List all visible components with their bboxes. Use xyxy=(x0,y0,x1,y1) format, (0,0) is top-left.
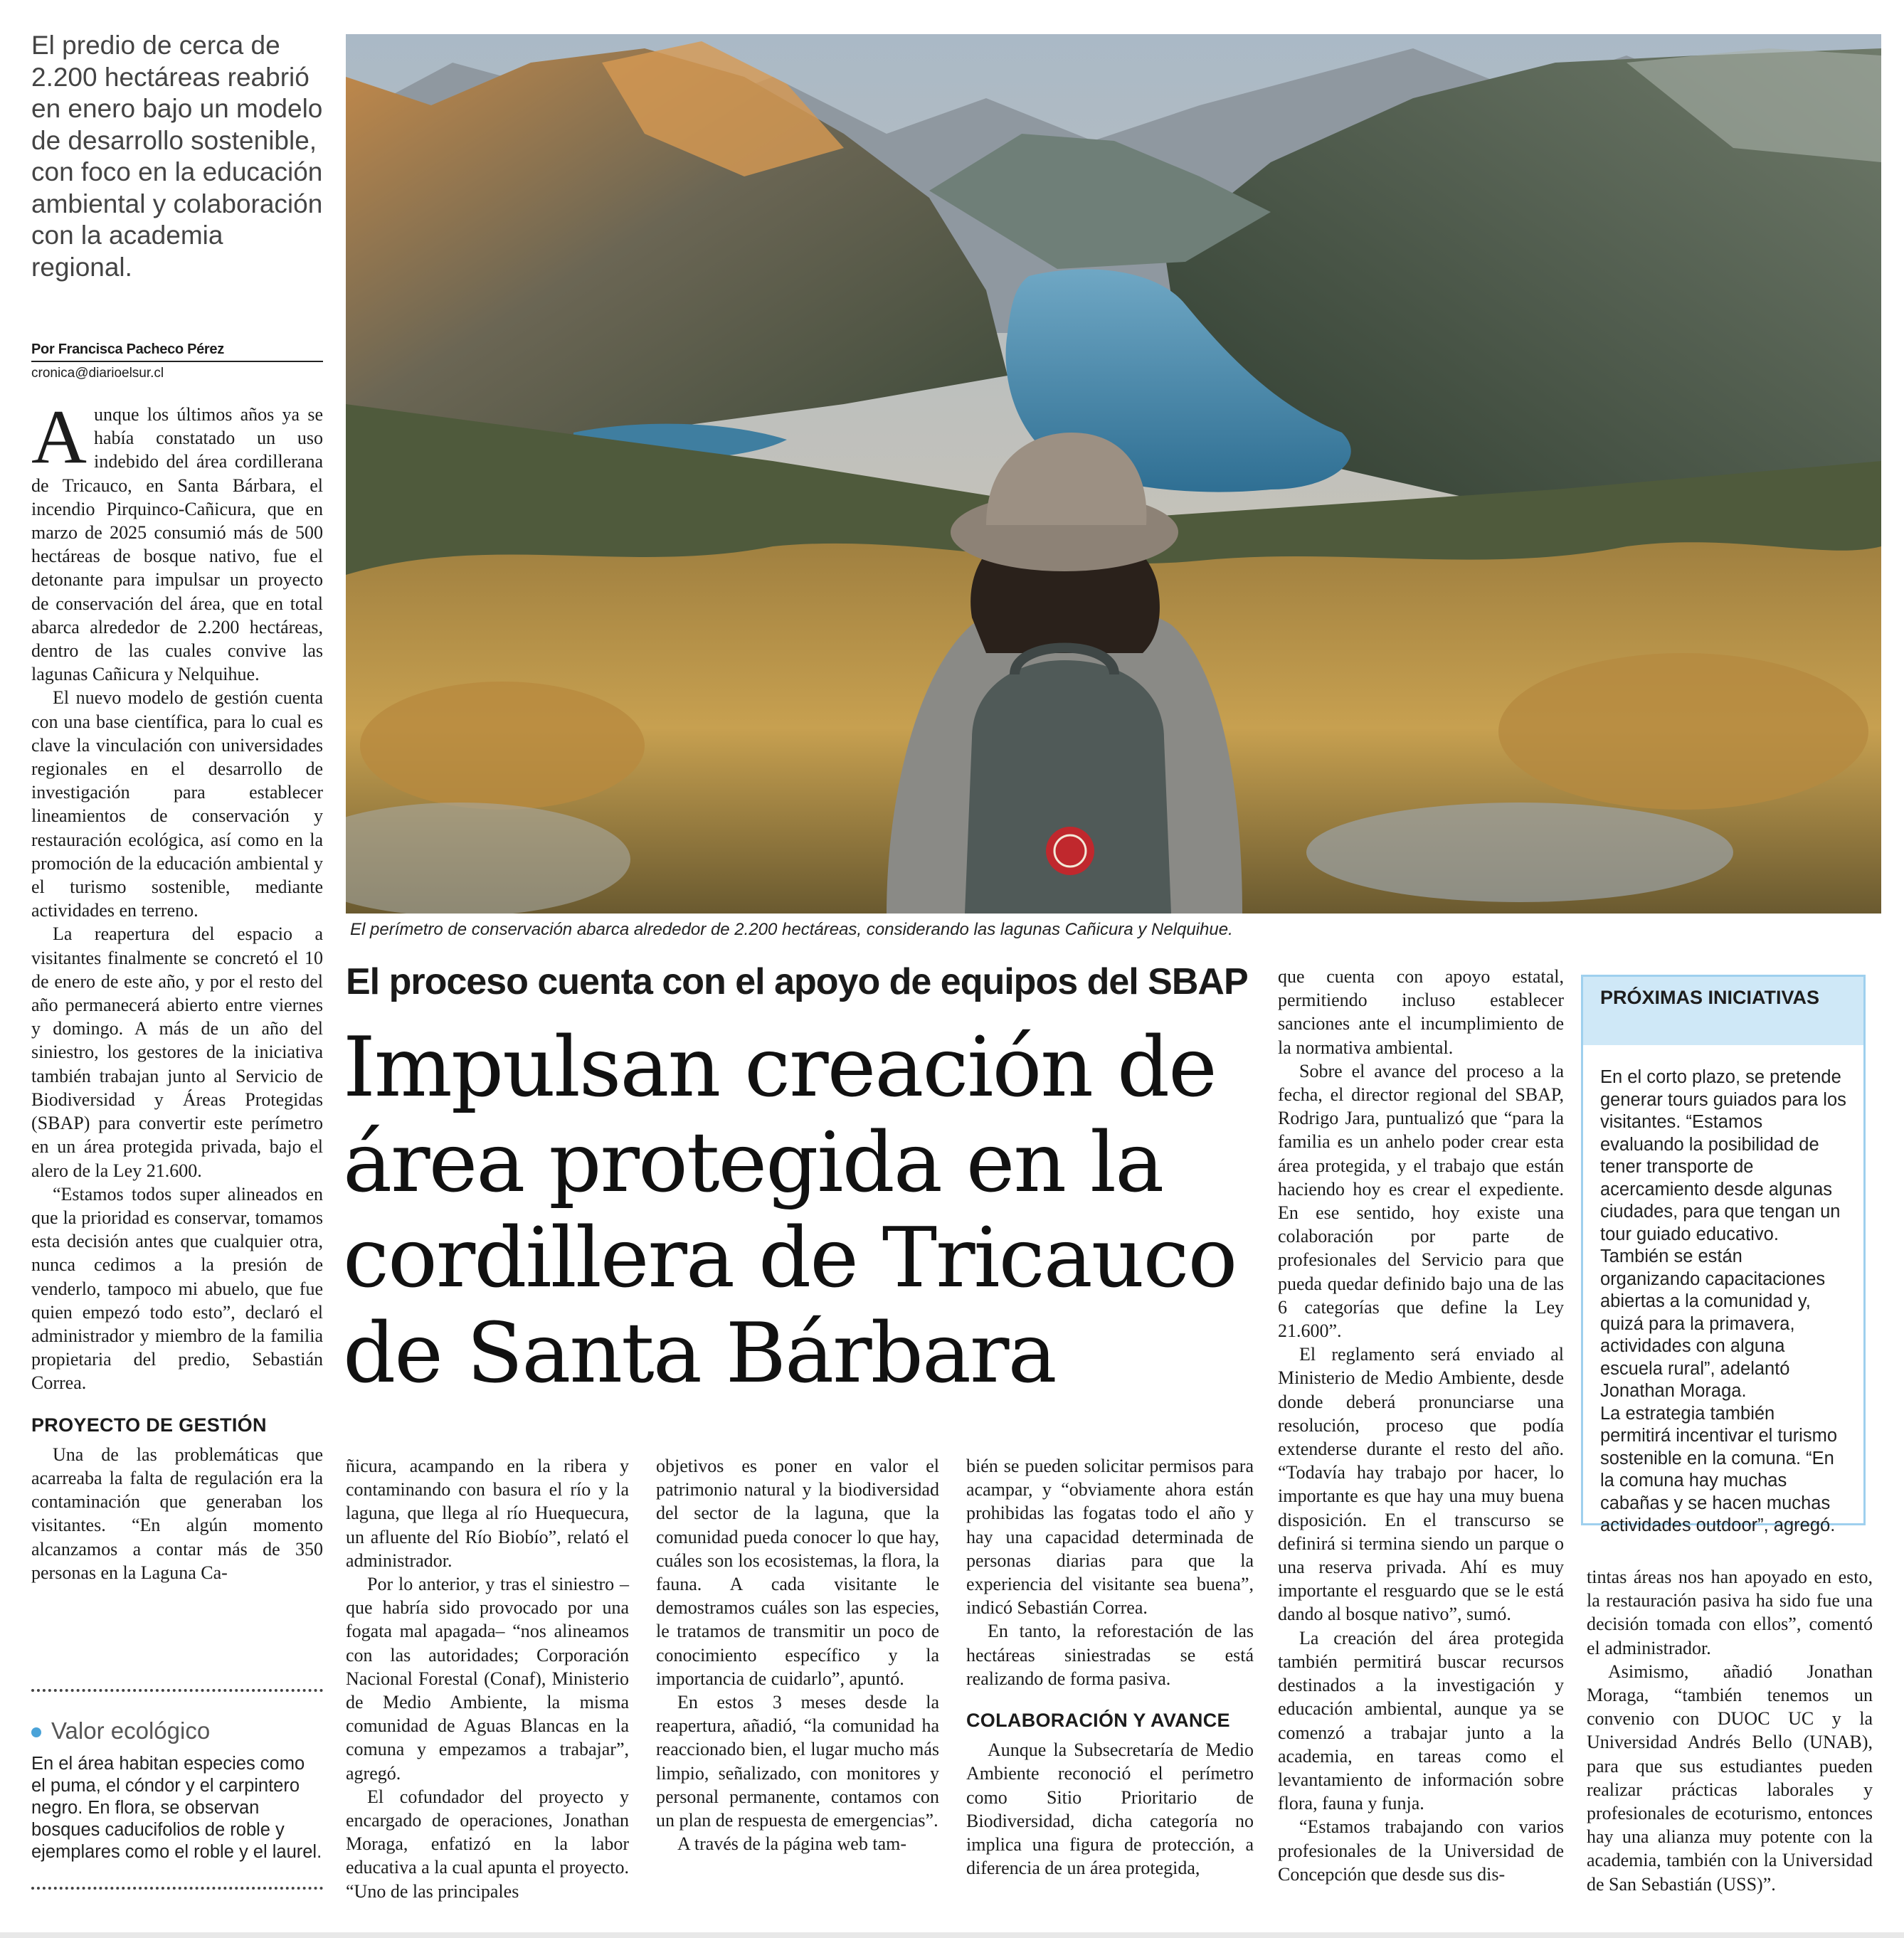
byline-author: Por Francisca Pacheco Pérez xyxy=(31,341,323,362)
body-column-5 xyxy=(1278,965,1564,1886)
body-column-4 xyxy=(966,1454,1254,1880)
dropcap: A xyxy=(31,395,87,480)
paragraph: Aunque la Subsecretaría de Medio Ambiente reconoció el perímetro como Sitio Prioritario de Biodiversidad, dicha categoría no implica una figura de protección, a diferencia de un área protegida, xyxy=(966,1740,1254,1879)
headline: Impulsan creación de área protegida en la cordillera de Tricauco de Santa Bárbara xyxy=(343,1020,1237,1402)
paragraph: Por lo anterior, y tras el siniestro –que habría sido provocado por una fogata mal apagada– “nos alineamos con las autoridades; Corporación Nacional Forestal (Conaf), Ministerio de Medio Ambiente, la misma comunidad de Aguas Blancas en la comuna y empezamos a trabajar”, agregó. xyxy=(346,1574,629,1784)
standfirst: El predio de cerca de 2.200 hectáreas reabrió en enero bajo un modelo de desarrollo sostenible, con foco en la educación ambiental y colaboración con la academia regional. xyxy=(31,31,323,282)
box-paragraph: En el corto plazo, se pretende generar tours guiados para los visitantes. “Estamos evaluando la posibilidad de tener transporte de acercamiento desde algunas ciudades, para que tengan un tour guiado educativo. También se están organizando capacitaciones abiertas a la comunidad y, quizá para la primavera, actividades con alguna escuela rural”, adelantó Jonathan Moraga. xyxy=(1600,1067,1846,1401)
divider-dotted xyxy=(31,1689,323,1692)
body-column-1 xyxy=(31,395,323,1584)
paragraph: La creación del área protegida también permitirá buscar recursos destinados a la investigación y educación ambiental, aunque ya se comenzó a trabajar junto a la academia, en tareas como el levantamiento de información sobre flora, fauna y funja. xyxy=(1278,1627,1564,1814)
paragraph: El cofundador del proyecto y encargado de operaciones, Jonathan Moraga, enfatizó en la labor educativa a la cual apunta el proyecto. “Uno de las principales xyxy=(346,1786,629,1902)
paragraph: Una de las problemáticas que acarreaba la falta de regulación era la contaminación que generaban los visitantes. “En algún momento alcanzamos a contar más de 350 personas en la Laguna Ca- xyxy=(31,1444,323,1583)
valor-ecologico-text: En el área habitan especies como el puma, el cóndor y el carpintero negro. En flora, se observan bosques caducifolios de roble y ejemplares como el roble y el laurel. xyxy=(31,1754,322,1862)
box-title: PRÓXIMAS INICIATIVAS xyxy=(1583,977,1863,1045)
valor-ecologico-title: Valor ecológico xyxy=(31,1717,210,1744)
paragraph: La reapertura del espacio a visitantes finalmente se concretó el 10 de enero de este año, y por el resto del año permanecerá abierto entre viernes y domingo. A más de un año del siniestro, los gestores de la iniciativa también trabajan junto al Servicio de Biodiversidad y Áreas Protegidas (SBAP) para convertir este perímetro en un área protegida privada, bajo el alero de la Ley 21.600. xyxy=(31,923,323,1181)
page-edge xyxy=(0,1932,1904,1938)
subhead-proyecto: PROYECTO DE GESTIÓN xyxy=(31,1414,267,1436)
paragraph: “Estamos trabajando con varios profesionales de la Universidad de Concepción que desde sus dis- xyxy=(1278,1816,1564,1885)
paragraph: “Estamos todos super alineados en que la prioridad es conservar, tomamos esta decisión antes que cualquier otra, nunca cedimos a la presión de venderlo, tampoco mi abuelo, que fue quien empezó todo esto”, declaró el administrador y miembro de la familia propietaria del predio, Sebastián Correa. xyxy=(31,1183,323,1394)
paragraph: El reglamento será enviado al Ministerio de Medio Ambiente, desde donde deberá pronunciarse una resolución, proceso que podía extenderse durante el resto del año. “Todavía hay trabajo por hacer, lo importante es que hay una muy buena disposición. En el transcurso se definirá si termina siendo un parque o una reserva privada. Ahí es muy importante el resguardo que se le está dando al bosque nativo”, sumó. xyxy=(1278,1344,1564,1625)
paragraph: El nuevo modelo de gestión cuenta con una base científica, para lo cual es clave la vinculación con universidades regionales en el desarrollo de investigación para establecer lineamientos de conservación y restauración ecológica, así como en la promoción de la educación ambiental y el turismo sostenible, mediante actividades en terreno. xyxy=(31,687,323,921)
paragraph: En estos 3 meses desde la reapertura, añadió, “la comunidad ha reaccionado bien, el lugar mucho más limpio, señalizado, con monitores y personal permanente, contamos con un plan de respuesta de emergencias”. xyxy=(656,1692,939,1831)
paragraph: Asimismo, añadió Jonathan Moraga, “también tenemos un convenio con DUOC UC y la Universidad Andrés Bello (UNAB), para que sus estudiantes pueden realizar prácticas laborales y profesionales de ecoturismo, entonces hay una alianza muy potente con la academia, también con la Universidad de San Sebastián (USS)”. xyxy=(1587,1661,1873,1895)
lead-text: unque los últimos años ya se había constatado un uso indebido del área cordillerana de Tricauco, en Santa Bárbara, el incendio Pirquinco-Cañicura, que en marzo de 2025 consumió más de 500 hectáreas de bosque nativo, fue el detonante para impulsar un proyecto de conservación del área, que en total abarca alrededor de 2.200 hectáreas, dentro de las cuales convive las lagunas Cañicura y Nelquihue. xyxy=(31,404,323,685)
byline-email: cronica@diarioelsur.cl xyxy=(31,366,164,381)
box-paragraph: La estrategia también permitirá incentivar el turismo sostenible en la comuna. “En la comuna hay muchas cabañas y se hacen muchas actividades outdoor”, agregó. xyxy=(1600,1403,1838,1535)
paragraph: objetivos es poner en valor el patrimonio natural y la biodiversidad del sector de la laguna, que la comunidad pueda conocer lo que hay, cuáles son los ecosistemas, la flora, la fauna. A cada visitante le demostramos cuáles son las especies, le tratamos de transmitir un poco de conocimiento específico y la importancia de cuidarlo”, apuntó. xyxy=(656,1456,939,1689)
paragraph: bién se pueden solicitar permisos para acampar, y “obviamente ahora están prohibidas las fogatas todo el año y hay una capacidad determinada de personas diarias para que la experiencia del visitante sea buena”, indicó Sebastián Correa. xyxy=(966,1456,1254,1619)
kicker: El proceso cuenta con el apoyo de equipos del SBAP xyxy=(346,961,1248,1002)
bullet-icon xyxy=(31,1727,41,1737)
body-column-2 xyxy=(346,1454,629,1903)
lead-paragraph xyxy=(31,395,323,686)
paragraph: En tanto, la reforestación de las hectáreas siniestradas se está realizando de forma pasiva. xyxy=(966,1621,1254,1689)
landscape-illustration xyxy=(346,34,1881,914)
paragraph: que cuenta con apoyo estatal, permitiendo incluso establecer sanciones ante el incumplimiento de la normativa ambiental. xyxy=(1278,966,1564,1058)
paragraph: Sobre el avance del proceso a la fecha, el director regional del SBAP, Rodrigo Jara, puntualizó que “para la familia es un anhelo poder crear esta área protegida, y el trabajo que están haciendo hoy es crear el expediente. En ese sentido, hoy existe una colaboración por parte de profesionales del Servicio para que pueda quedar definido bajo una de las 6 categorías que define la Ley 21.600”. xyxy=(1278,1060,1564,1342)
divider-dotted xyxy=(31,1887,323,1890)
box-body xyxy=(1583,1045,1863,1545)
paragraph: tintas áreas nos han apoyado en esto, la restauración pasiva ha sido fue una decisión tomada con ellos”, comentó el administrador. xyxy=(1587,1567,1873,1658)
paragraph: A través de la página web tam- xyxy=(677,1833,906,1855)
subhead-colaboracion: COLABORACIÓN Y AVANCE xyxy=(966,1710,1230,1732)
paragraph: ñicura, acampando en la ribera y contaminando con basura el río y la laguna, que llega al río Huequecura, un afluente del Río Biobío”, relató el administrador. xyxy=(346,1456,629,1571)
proximas-iniciativas-box xyxy=(1581,975,1866,1535)
hero-photo xyxy=(346,34,1881,914)
body-column-3 xyxy=(656,1454,939,1855)
photo-caption: El perímetro de conservación abarca alrededor de 2.200 hectáreas, considerando las lagunas Cañicura y Nelquihue. xyxy=(350,920,1233,939)
body-column-6 xyxy=(1587,1565,1873,1896)
